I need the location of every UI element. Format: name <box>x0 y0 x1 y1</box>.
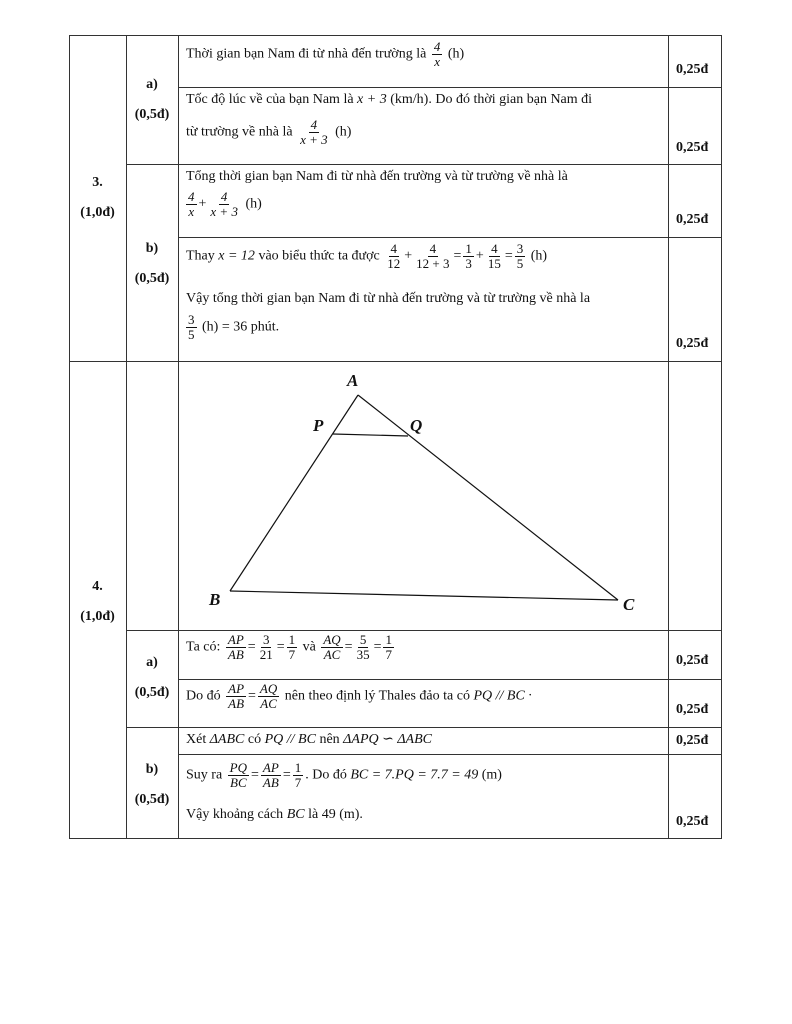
fraction: $\frac{AP}{AB}$ <box>227 632 244 662</box>
q3a-row1-fraction: $\frac{4}{x}$ <box>433 39 441 69</box>
fraction: $\frac{AP}{AB}$ <box>228 681 245 711</box>
vertex-c-label: C <box>623 595 635 614</box>
fraction: $\frac{3}{5}$ <box>516 241 524 271</box>
fraction: $\frac{1}{7}$ <box>294 760 302 790</box>
score-q3a-2: 0,25đ <box>676 140 709 155</box>
part-points: (0,5đ) <box>134 271 170 286</box>
q3a-row2-line1: Tốc độ lúc về của bạn Nam là x + 3 (km/h). Do đó thời gian bạn Nam đi <box>186 92 593 107</box>
fraction: $\frac{5}{35}$ <box>356 632 370 662</box>
side-ab <box>230 395 358 591</box>
fraction: $\frac{4}{x}$ <box>188 189 195 219</box>
fraction: $\frac{1}{7}$ <box>385 632 392 662</box>
triangle-figure <box>178 361 668 630</box>
score-q3b-2: 0,25đ <box>676 336 709 351</box>
side-ac <box>358 395 618 600</box>
fraction: $\frac{1}{3}$ <box>465 241 472 271</box>
part-letter: a) <box>146 77 158 92</box>
part-points: (0,5đ) <box>134 792 170 807</box>
part-letter: b) <box>145 241 159 256</box>
question-number: 4. <box>92 579 103 594</box>
q3b-row2-line2: Vậy tổng thời gian bạn Nam đi từ nhà đến trường và từ trường về nhà la <box>186 291 591 306</box>
q3b-row1-line1: Tổng thời gian bạn Nam đi từ nhà đến trường và từ trường về nhà là <box>186 169 568 184</box>
vertex-a-label: A <box>347 371 359 390</box>
part-3a-label <box>126 70 178 130</box>
point-p-label: P <box>313 416 324 435</box>
fraction: $\frac{4}{12 + 3}$ <box>416 241 450 271</box>
question-4-label <box>69 572 126 632</box>
fraction: $\frac{3}{21}$ <box>259 632 273 662</box>
segment-pq <box>333 434 408 436</box>
side-bc <box>230 591 618 600</box>
fraction: $\frac{4}{12}$ <box>387 241 401 271</box>
part-points: (0,5đ) <box>134 685 170 700</box>
q3a-row2-unit: (km/h) <box>390 92 429 107</box>
q4b-row1: Xét ΔABC có PQ // BC nên ΔAPQ ∽ ΔABC <box>186 732 432 747</box>
q3a-row1-text: Thời gian bạn Nam đi từ nhà đến trường là <box>186 46 427 62</box>
fraction: $\frac{1}{7}$ <box>288 632 296 662</box>
q4b-row2-line1: Suy ra $\frac{PQ}{BC}$ = $\frac{AP}{AB}$ = $\frac{1}{7}$ . Do đó BC = 7.PQ = 7.7 = 49 (m) <box>186 760 502 790</box>
q3b-row2-line3: $\frac{3}{5}$ (h) = 36 phút. <box>188 312 280 342</box>
question-3-label <box>69 168 126 228</box>
question-points: (1,0đ) <box>80 205 115 220</box>
q3a-row1-unit: (h) <box>447 46 465 62</box>
fraction: $\frac{AQ}{AC}$ <box>259 681 278 711</box>
question-points: (1,0đ) <box>80 609 115 624</box>
fraction: $\frac{3}{5}$ <box>188 312 195 342</box>
q3a-row2-line2: từ trường về nhà là $\frac{4}{x + 3}$ (h) <box>186 117 352 147</box>
score-q4a-2: 0,25đ <box>676 702 709 717</box>
q3b-row2-line1: Thay x = 12 vào biểu thức ta được $\frac{4}{12}$ + $\frac{4}{12 + 3}$ = $\frac{1}{3}$ + $\frac{4}{15}$ = $\frac{3}{5}$ (h) <box>186 241 548 271</box>
q4b-row2-line2: Vậy khoảng cách BC là 49 (m). <box>186 807 363 822</box>
q3a-row2-fraction: $\frac{4}{x + 3}$ <box>300 117 328 147</box>
score-q3a-1: 0,25đ <box>676 62 709 77</box>
part-4a-label <box>126 648 178 708</box>
score-q4b-2: 0,25đ <box>676 814 709 829</box>
fraction: $\frac{AQ}{AC}$ <box>323 632 341 662</box>
q4a-row1: Ta có: $\frac{AP}{AB}$ = $\frac{3}{21}$ = $\frac{1}{7}$ và $\frac{AQ}{AC}$ = $\frac{5}{35}$ = $\frac{1}{7}$ <box>186 632 392 662</box>
q3b-row1-line2: $\frac{4}{x}$ + $\frac{4}{x + 3}$ (h) <box>188 189 262 219</box>
q3a-row1 <box>186 40 464 68</box>
part-3b-label <box>126 234 178 294</box>
vertex-b-label: B <box>209 590 221 609</box>
score-q4b-1: 0,25đ <box>676 733 709 748</box>
fraction: $\frac{4}{15}$ <box>487 241 501 271</box>
fraction: $\frac{AP}{AB}$ <box>262 760 279 790</box>
q3a-row2-expr: x + 3 <box>357 92 387 107</box>
point-q-label: Q <box>410 416 423 435</box>
part-points: (0,5đ) <box>134 107 170 122</box>
part-letter: b) <box>145 762 159 777</box>
part-4b-label <box>126 755 178 815</box>
score-q4a-1: 0,25đ <box>676 653 709 668</box>
q4a-row2: Do đó $\frac{AP}{AB}$ = $\frac{AQ}{AC}$ nên theo định lý Thales đảo ta có PQ // BC · <box>186 681 532 711</box>
fraction: $\frac{PQ}{BC}$ <box>229 760 248 790</box>
part-letter: a) <box>146 655 158 670</box>
fraction: $\frac{4}{x + 3}$ <box>210 189 238 219</box>
question-number: 3. <box>92 175 103 190</box>
score-q3b-1: 0,25đ <box>676 212 709 227</box>
